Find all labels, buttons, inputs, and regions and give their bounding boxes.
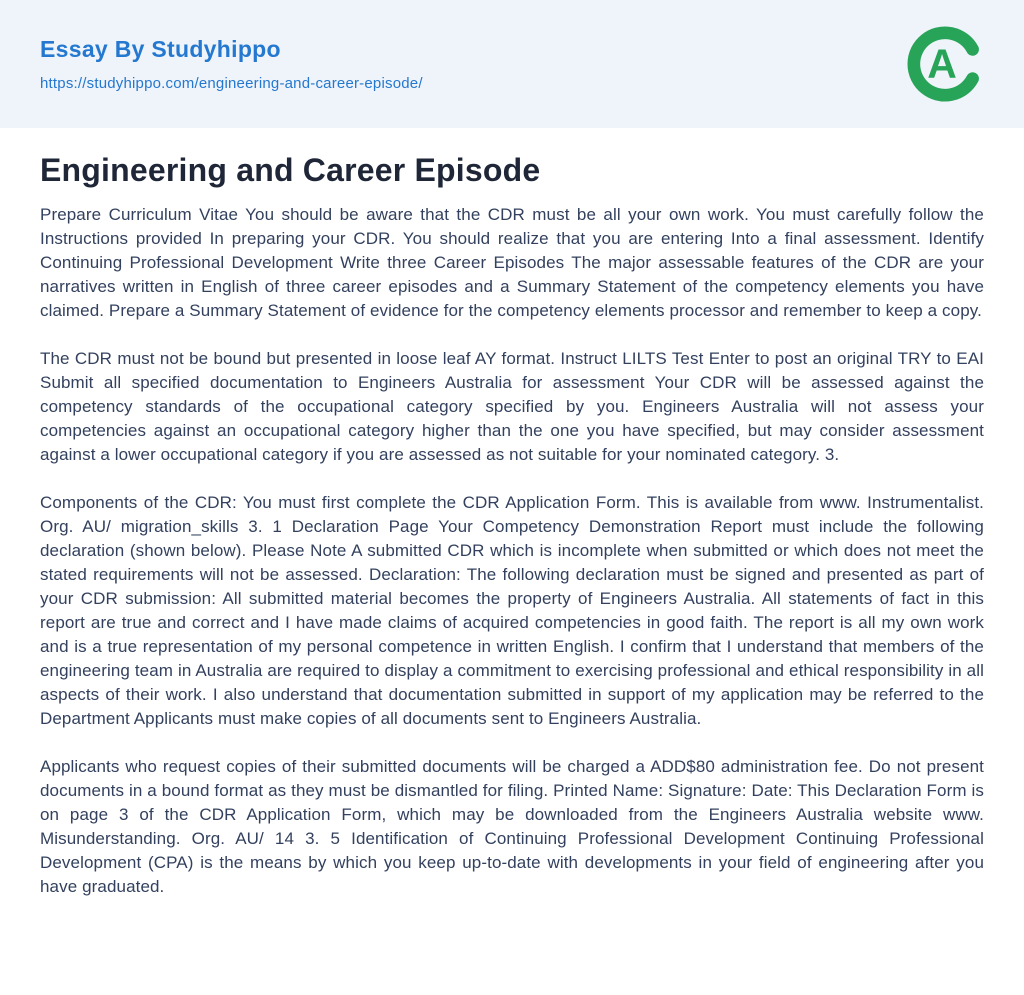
article-paragraph-4: Applicants who request copies of their submitted documents will be charged a ADD$80 administration fee. Do not present documents in a bound format as they must be dismantled for filing. Printed Name: Signature: Date: This Declaration Form is on page 3 of the CDR Application Form, which may be downloaded from the Engineers Australia website www. Misunderstanding. Org. AU/ 14 3. 5 Identification of Continuing Professional Development Continuing Professional Development (CPA) is the means by which you keep up-to-date with developments in your field of engineering after you have graduated. [40, 757, 984, 896]
article [0, 128, 1024, 899]
article-title: Engineering and Career Episode [40, 152, 541, 188]
source-url-link[interactable]: https://studyhippo.com/engineering-and-career-episode/ [40, 75, 423, 92]
studyhippo-logo [906, 25, 984, 103]
logo-circle-icon [906, 25, 984, 103]
logo-letter-a: A [927, 40, 957, 87]
article-paragraph-3: Components of the CDR: You must first complete the CDR Application Form. This is available from www. Instrumentalist. Org. AU/ migration_skills 3. 1 Declaration Page Your Competency Demonstration Report must include the following declaration (shown below). Please Note A submitted CDR which is incomplete when submitted or which does not meet the stated requirements will not be assessed. Declaration: The following declaration must be signed and presented as part of your CDR submission: All submitted material becomes the property of Engineers Australia. All statements of fact in this report are true and correct and I have made claims of acquired competencies in good faith. The report is all my own work and is a true representation of my personal competence in written English. I confirm that I understand that members of the engineering team in Australia are required to display a commitment to exercising professional and ethical responsibility in all aspects of their work. I also understand that documentation submitted in support of my application may be referred to the Department Applicants must make copies of all documents sent to Engineers Australia. [40, 493, 984, 728]
header-text-block [40, 36, 423, 92]
article-paragraph-1: Prepare Curriculum Vitae You should be aware that the CDR must be all your own work. You must carefully follow the Instructions provided In preparing your CDR. You should realize that you are entering Into a final assessment. Identify Continuing Professional Development Write three Career Episodes The major assessable features of the CDR are your narratives written in English of three career episodes and a Summary Statement of the competency elements you have claimed. Prepare a Summary Statement of evidence for the competency elements processor and remember to keep a copy. [40, 205, 984, 320]
page-header [0, 0, 1024, 128]
site-title: Essay By Studyhippo [40, 36, 281, 62]
article-paragraph-2: The CDR must not be bound but presented in loose leaf AY format. Instruct LILTS Test Enter to post an original TRY to EAI Submit all specified documentation to Engineers Australia for assessment Your CDR will be assessed against the competency standards of the occupational category specified by you. Engineers Australia will not assess your competencies against an occupational category higher than the one you have specified, but may consider assessment against a lower occupational category if you are assessed as not suitable for your nominated category. 3. [40, 349, 984, 464]
